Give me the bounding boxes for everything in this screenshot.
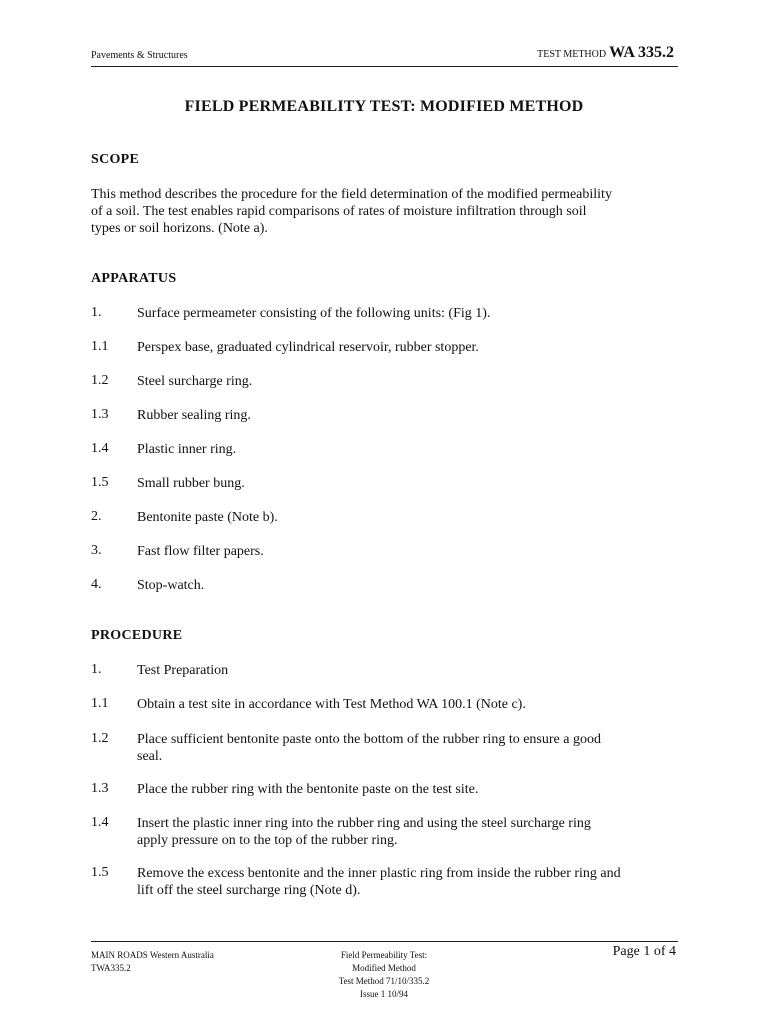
procedure-item-number: 1.1 [91,696,109,711]
header-rule [91,66,678,67]
procedure-heading: PROCEDURE [91,628,183,643]
apparatus-item-text: Bentonite paste (Note b). [137,510,278,525]
apparatus-heading: APPARATUS [91,271,177,286]
procedure-item-line: apply pressure on to the top of the rubber ring. [137,833,398,848]
apparatus-item-text: Fast flow filter papers. [137,544,264,559]
procedure-item-text [137,662,682,679]
apparatus-item-number: 1.4 [91,441,109,456]
procedure-item-line: Place sufficient bentonite paste onto the bottom of the rubber ring to ensure a good [137,732,601,747]
scope-line: This method describes the procedure for the field determination of the modified permeability [91,187,612,202]
procedure-item-line: Insert the plastic inner ring into the rubber ring and using the steel surcharge ring [137,816,591,831]
procedure-item-line: lift off the steel surcharge ring (Note d). [137,883,361,898]
apparatus-item-number: 2. [91,509,102,524]
apparatus-item-number: 1. [91,305,102,320]
scope-paragraph [91,186,681,237]
procedure-item-line: Test Preparation [137,663,229,678]
apparatus-item-text: Small rubber bung. [137,476,245,491]
procedure-item-line: Place the rubber ring with the bentonite paste on the test site. [137,782,479,797]
procedure-item-number: 1. [91,662,102,677]
procedure-item-number: 1.3 [91,781,109,796]
apparatus-item-text: Perspex base, graduated cylindrical reservoir, rubber stopper. [137,340,479,355]
procedure-item-number: 1.5 [91,865,109,880]
scope-line: of a soil. The test enables rapid comparisons of rates of moisture infiltration through soil [91,204,587,219]
apparatus-item-text: Stop-watch. [137,578,205,593]
apparatus-item-text: Plastic inner ring. [137,442,237,457]
footer-left [91,949,214,975]
page-number: Page 1 of 4 [612,944,676,959]
apparatus-item-number: 1.2 [91,373,109,388]
footer-middle [300,949,468,1001]
header-right [537,44,674,62]
apparatus-item-number: 1.1 [91,339,109,354]
procedure-item-line: Remove the excess bentonite and the inner plastic ring from inside the rubber ring and [137,866,621,881]
apparatus-item-text: Rubber sealing ring. [137,408,251,423]
footer-document-code: TWA335.2 [91,963,131,973]
apparatus-item-number: 1.3 [91,407,109,422]
footer-middle-line: Modified Method [352,963,416,973]
procedure-item-text [137,865,682,899]
footer-middle-line: Issue 1 10/94 [360,989,408,999]
header-left-text: Pavements & Structures [91,50,188,61]
procedure-item-text [137,696,682,713]
apparatus-item-text: Steel surcharge ring. [137,374,253,389]
procedure-item-number: 1.2 [91,731,109,746]
scope-line: types or soil horizons. (Note a). [91,221,268,236]
apparatus-item-number: 1.5 [91,475,109,490]
procedure-item-line: Obtain a test site in accordance with Test Method WA 100.1 (Note c). [137,697,526,712]
apparatus-item-number: 4. [91,577,102,592]
procedure-item-text [137,731,682,765]
scope-heading: SCOPE [91,152,140,167]
procedure-item-text [137,815,682,849]
footer-rule [91,941,678,942]
apparatus-item-number: 3. [91,543,102,558]
procedure-item-text [137,781,682,798]
footer-organization: MAIN ROADS Western Australia [91,950,214,960]
header-test-method-label: TEST METHOD [537,49,607,60]
procedure-item-number: 1.4 [91,815,109,830]
page-title: FIELD PERMEABILITY TEST: MODIFIED METHOD [184,98,584,115]
footer-middle-line: Field Permeability Test: [340,950,428,960]
apparatus-item-text: Surface permeameter consisting of the following units: (Fig 1). [137,306,491,321]
footer-middle-line: Test Method 71/10/335.2 [338,976,430,986]
header-method-code: WA 335.2 [609,44,674,61]
procedure-item-line: seal. [137,749,163,764]
